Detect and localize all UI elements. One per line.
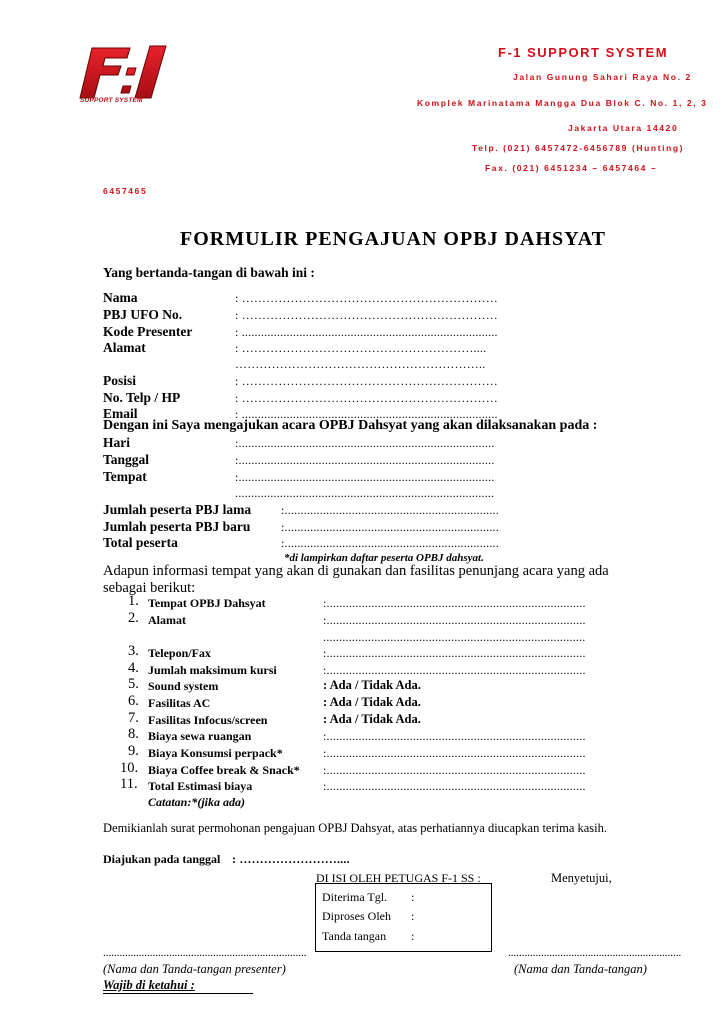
total-cost-field[interactable]: :................................................................................. bbox=[323, 779, 586, 793]
processed-by-field[interactable]: : bbox=[411, 909, 415, 923]
officer-signature-field[interactable]: : bbox=[411, 929, 415, 943]
venue-item-label: Tempat OPBJ Dahsyat bbox=[148, 596, 266, 610]
field-label: Tanggal bbox=[103, 452, 150, 467]
field-label: Total peserta bbox=[103, 535, 178, 550]
day-field[interactable]: :................................................................................ bbox=[235, 436, 495, 450]
place-field-line2[interactable]: ................................................................................. bbox=[235, 486, 495, 500]
field-label: Tempat bbox=[103, 469, 147, 484]
field-label: Hari bbox=[103, 435, 130, 450]
field-label: Posisi bbox=[103, 373, 137, 388]
item-number: 11. bbox=[120, 776, 138, 792]
venue-item-label: Biaya Konsumsi perpack* bbox=[148, 746, 283, 760]
form-title: FORMULIR PENGAJUAN OPBJ DAHSYAT bbox=[180, 228, 607, 250]
date-field[interactable]: :................................................................................ bbox=[235, 453, 495, 467]
venue-address-field-line2[interactable]: .................................................................................. bbox=[323, 630, 586, 644]
item-number: 2. bbox=[128, 610, 139, 626]
place-field[interactable]: :................................................................................ bbox=[235, 470, 495, 484]
venue-item-label: Alamat bbox=[148, 613, 186, 627]
item-number: 9. bbox=[128, 743, 139, 759]
venue-phone-field[interactable]: :................................................................................. bbox=[323, 646, 586, 660]
venue-place-field[interactable]: :................................................................................. bbox=[323, 596, 586, 610]
item-number: 5. bbox=[128, 676, 139, 692]
infocus-option[interactable]: : Ada / Tidak Ada. bbox=[323, 712, 421, 726]
venue-item-label: Biaya Coffee break & Snack* bbox=[148, 763, 300, 777]
field-label: Alamat bbox=[103, 340, 146, 355]
note-text: Catatan:*(jika ada) bbox=[148, 795, 246, 809]
officer-field-label: Tanda tangan bbox=[322, 929, 387, 943]
position-field[interactable]: : ……………………………………………………… bbox=[235, 374, 498, 388]
address-line: Jalan Gunung Sahari Raya No. 2 bbox=[513, 72, 692, 82]
venue-item-label: Fasilitas AC bbox=[148, 696, 211, 710]
old-participants-field[interactable]: :................................................................... bbox=[281, 503, 499, 517]
venue-item-label: Sound system bbox=[148, 679, 219, 693]
item-number: 4. bbox=[128, 660, 139, 676]
item-number: 7. bbox=[128, 710, 139, 726]
approve-heading: Menyetujui, bbox=[551, 871, 612, 885]
submitted-label: Diajukan pada tanggal bbox=[103, 852, 221, 866]
email-field[interactable]: : ................................................................................ bbox=[235, 407, 498, 421]
submitted-date-field[interactable]: : …………………….... bbox=[232, 852, 350, 866]
officer-field-label: Diterima Tgl. bbox=[322, 890, 388, 904]
field-label: Nama bbox=[103, 290, 138, 305]
field-label: Email bbox=[103, 406, 138, 421]
fax-line: Fax. (021) 6451234 – 6457464 – bbox=[485, 163, 658, 173]
name-field[interactable]: : ……………………………………………………… bbox=[235, 291, 498, 305]
request-heading: Dengan ini Saya mengajukan acara OPBJ Dahsyat yang akan dilaksanakan pada : bbox=[103, 418, 598, 433]
max-seats-field[interactable]: :................................................................................. bbox=[323, 663, 586, 677]
approver-signature-caption: (Nama dan Tanda-tangan) bbox=[514, 962, 647, 976]
item-number: 1. bbox=[128, 593, 139, 609]
intro-text: Yang bertanda-tangan di bawah ini : bbox=[103, 265, 315, 280]
address-line: Komplek Marinatama Mangga Dua Blok C. No. 1, 2, 3 bbox=[417, 98, 708, 108]
field-label: Jumlah peserta PBJ baru bbox=[103, 519, 251, 534]
received-date-field[interactable]: : bbox=[411, 890, 415, 904]
venue-item-label: Fasilitas Infocus/screen bbox=[148, 713, 268, 727]
company-name: F-1 SUPPORT SYSTEM bbox=[498, 45, 669, 60]
pbj-ufo-field[interactable]: : ……………………………………………………… bbox=[235, 308, 498, 322]
closing-text: Demikianlah surat permohonan pengajuan OPBJ Dahsyat, atas perhatiannya diucapkan terima kasih. bbox=[103, 821, 608, 835]
venue-item-label: Jumlah maksimum kursi bbox=[148, 663, 277, 677]
venue-item-label: Total Estimasi biaya bbox=[148, 779, 253, 793]
officer-field-label: Diproses Oleh bbox=[322, 909, 391, 923]
ac-option[interactable]: : Ada / Tidak Ada. bbox=[323, 695, 421, 709]
phone-field[interactable]: : ……………………………………………………… bbox=[235, 391, 498, 405]
address-field[interactable]: : ………………………………………………….... bbox=[235, 341, 487, 355]
fax-line-cont: 6457465 bbox=[103, 186, 148, 196]
room-cost-field[interactable]: :................................................................................. bbox=[323, 729, 586, 743]
logo-subtitle: SUPPORT SYSTEM bbox=[80, 97, 143, 104]
venue-intro-cont: sebagai berikut: bbox=[103, 580, 196, 596]
presenter-signature-line[interactable]: .......................................................................... bbox=[103, 947, 307, 959]
presenter-code-field[interactable]: : ................................................................................ bbox=[235, 325, 498, 339]
consumption-cost-field[interactable]: :................................................................................. bbox=[323, 746, 586, 760]
venue-item-label: Biaya sewa ruangan bbox=[148, 729, 252, 743]
venue-address-field[interactable]: :................................................................................. bbox=[323, 613, 586, 627]
venue-intro: Adapun informasi tempat yang akan di gunakan dan fasilitas penunjang acara yang ada bbox=[103, 563, 609, 579]
total-participants-field[interactable]: :................................................................... bbox=[281, 536, 499, 550]
coffee-break-cost-field[interactable]: :................................................................................. bbox=[323, 763, 586, 777]
address-line: Jakarta Utara 14420 bbox=[568, 123, 679, 133]
participants-note: *di lampirkan daftar peserta OPBJ dahsyat. bbox=[284, 552, 484, 564]
must-know-heading: Wajib di ketahui : bbox=[103, 978, 253, 994]
field-label: Jumlah peserta PBJ lama bbox=[103, 502, 252, 517]
field-label: PBJ UFO No. bbox=[103, 307, 183, 322]
venue-item-label: Telepon/Fax bbox=[148, 646, 211, 660]
presenter-signature-caption: (Nama dan Tanda-tangan presenter) bbox=[103, 962, 286, 976]
officer-heading: DI ISI OLEH PETUGAS F-1 SS : bbox=[316, 871, 481, 885]
address-field-line2[interactable]: …………………………………………………….. bbox=[235, 357, 486, 371]
sound-system-option[interactable]: : Ada / Tidak Ada. bbox=[323, 678, 421, 692]
item-number: 10. bbox=[120, 760, 139, 776]
field-label: Kode Presenter bbox=[103, 324, 193, 339]
item-number: 6. bbox=[128, 693, 139, 709]
field-label: No. Telp / HP bbox=[103, 390, 181, 405]
approver-signature-line[interactable]: ............................................................... bbox=[508, 947, 682, 959]
item-number: 3. bbox=[128, 643, 139, 659]
item-number: 8. bbox=[128, 726, 139, 742]
new-participants-field[interactable]: :................................................................... bbox=[281, 520, 499, 534]
phone-line: Telp. (021) 6457472-6456789 (Hunting) bbox=[472, 143, 685, 153]
